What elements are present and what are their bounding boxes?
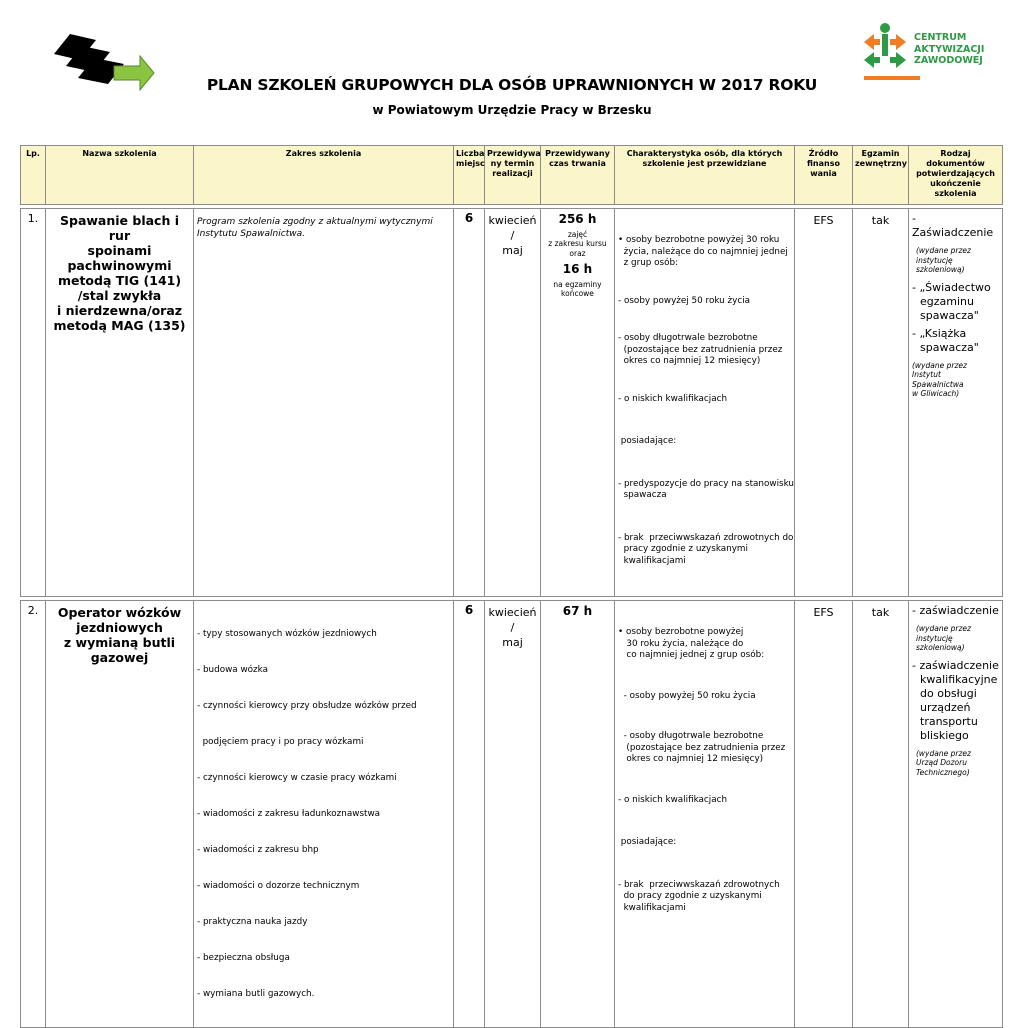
row-funding: EFS [795,209,853,597]
header-funding: Źródło finanso wania [795,146,853,205]
row-term [485,601,541,1028]
note-line: instytucję [916,255,953,265]
logo-line: CENTRUM [914,32,967,43]
char-block [618,627,791,662]
document-note [912,361,999,399]
name-line: /stal zwykła [77,288,162,303]
char-block [618,880,791,915]
scope-line: - typy stosowanych wózków jezdniowych [197,629,377,639]
char-line: kwalifikacjami [618,902,686,913]
char-line: co najmniej jednej z grup osób: [618,650,765,660]
scope-line: podjęciem pracy i po pracy wózkami [197,737,364,747]
scope-line: - wiadomości o dozorze technicznym [197,881,360,891]
char-line: z grup osób: [618,258,679,268]
char-block [618,235,791,270]
char-line: - predyspozycje do pracy na stanowisku [618,478,794,489]
logo-line: AKTYWIZACJI [914,43,985,55]
row-scope [194,601,454,1028]
char-line: - o niskich kwalifikacjach [618,794,728,805]
logo-text [914,32,984,67]
char-line: • osoby bezrobotne powyżej [618,627,744,637]
duration-note: z zakresu kursu [548,239,607,248]
note-line: (wydane przez [916,624,971,633]
row-funding: EFS [795,601,853,1028]
page-subtitle: w Powiatowym Urzędzie Pracy w Brzesku [372,103,652,117]
note-line: w Gliwicach) [912,389,960,398]
char-line: • osoby bezrobotne powyżej 30 roku [618,235,780,245]
name-line: metodą TIG (141) [57,273,182,288]
duration-main: 67 h [562,604,593,618]
char-block [618,333,791,368]
row-documents [909,209,1003,597]
char-line: - o niskich kwalifikacjach [618,393,728,404]
term-line: maj [502,244,523,257]
row-documents [909,601,1003,1028]
char-block [618,436,791,448]
term-line: kwiecień / [488,606,537,634]
scope-line: - czynności kierowcy w czasie pracy wózkami [197,773,397,783]
logo-line: ZAWODOWEJ [914,55,983,66]
char-block [618,837,791,849]
note-line: (wydane przez [912,360,967,370]
header-term: Przewidywa ny termin realizacji [485,146,541,205]
note-line: Technicznego) [916,767,970,777]
char-line: kwalifikacjami [618,555,686,566]
name-line: spoinami [87,243,152,258]
note-line: szkoleniową) [916,265,965,274]
name-line: gazowej [90,650,149,665]
table-header-row [21,146,1003,205]
duration-note: zajęć [567,229,588,239]
name-line: pachwinowymi [67,258,172,273]
document-note [916,624,999,653]
char-line: - brak przeciwwskazań zdrowotnych [618,879,780,890]
char-line: - osoby długotrwale bezrobotne [618,731,764,741]
char-block [618,394,791,406]
scope-line: - bezpieczna obsługa [197,953,290,963]
scope-line: - wymiana butli gazowych. [197,989,315,999]
char-line: posiadające: [618,436,677,446]
logo-arrows-icon [860,20,910,76]
scope-line: - wiadomości z zakresu ładunkoznawstwa [197,809,381,819]
name-line: Spawanie blach i rur [60,213,179,243]
char-line: okres co najmniej 12 miesięcy) [618,356,761,366]
note-line: szkoleniową) [916,643,965,652]
row-duration [541,601,615,1028]
name-line: z wymianą butli [63,635,176,650]
scope-line: Program szkolenia zgodny z aktualnymi wytycznymi [197,217,433,227]
row-name [46,601,194,1028]
char-line: do pracy zgodnie z uzyskanymi [618,891,762,901]
page-title: PLAN SZKOLEŃ GRUPOWYCH DLA OSÓB UPRAWNIONYCH W 2017 ROKU [206,76,818,94]
name-line: metodą MAG (135) [53,318,186,333]
scope-line: - wiadomości z zakresu bhp [197,845,319,855]
header-documents: Rodzaj dokumentów potwierdzających ukończenie szkolenia [909,146,1003,205]
header-places: Liczba miejsc [454,146,485,205]
header-name: Nazwa szkolenia [46,146,194,205]
term-line: maj [502,636,523,649]
row-characteristics [615,601,795,1028]
document-note [916,749,999,778]
row-term [485,209,541,597]
note-line: (wydane przez [916,246,971,255]
table-row [21,601,1003,1028]
note-line: instytucję [916,633,953,643]
header-exam: Egzamin zewnętrzny [853,146,909,205]
document-note [916,246,999,275]
note-line: (wydane przez [916,748,971,758]
char-line: (pozostające bez zatrudnienia przez [618,344,783,355]
header-lp: Lp. [21,146,46,205]
char-line: posiadające: [618,837,677,847]
row-duration [541,209,615,597]
char-block [618,691,791,703]
char-line: - brak przeciwwskazań zdrowotnych do [618,532,794,543]
note-line: Spawalnictwa [912,379,964,389]
char-line: 30 roku życia, należące do [618,638,744,649]
char-line: spawacza [618,490,667,500]
row-name [46,209,194,597]
term-line: kwiecień / [488,214,537,242]
note-line: Urząd Dozoru [916,758,967,767]
char-line: (pozostające bez zatrudnienia przez [618,742,786,753]
duration-note: na egzaminy [553,279,602,289]
row-places: 6 [454,601,485,1028]
row-places: 6 [454,209,485,597]
char-line: życia, należące do co najmniej jednej [618,246,788,257]
document-item: - „Książka spawacza" [912,326,979,354]
scope-line: - praktyczna nauka jazdy [197,917,308,927]
char-line: okres co najmniej 12 miesięcy) [618,754,764,764]
row-exam: tak [853,209,909,597]
char-block [618,478,794,502]
char-line: - osoby powyżej 50 roku życia [618,295,751,306]
char-block [618,532,794,568]
document-item: - „Świadectwo egzaminu spawacza" [912,280,991,322]
duration-note: oraz [569,248,586,258]
header-duration: Przewidywany czas trwania [541,146,615,205]
char-line: - osoby powyżej 50 roku życia [618,690,756,701]
note-line: Instytut [912,370,941,379]
char-block [618,731,791,766]
document-item: - zaświadczenie kwalifikacyjne do obsługi urządzeń transportu bliskiego [912,658,999,742]
scope-line: - budowa wózka [197,665,269,675]
table-row [21,209,1003,597]
char-block [618,296,791,308]
scope-line: Instytutu Spawalnictwa. [197,228,305,239]
duration-main: 256 h [558,212,597,226]
header-scope: Zakres szkolenia [194,146,454,205]
name-line: Operator wózków [57,605,182,620]
row-characteristics [615,209,795,597]
row-lp: 2. [21,601,46,1028]
document-item: - Zaświadczenie [912,212,994,239]
char-block [618,795,791,807]
name-line: i nierdzewna/oraz [56,303,183,318]
duration-note: końcowe [561,289,594,298]
row-lp: 1. [21,209,46,597]
name-line: jezdniowych [76,620,163,635]
centrum-aktywizacji-logo [860,20,990,82]
char-line: pracy zgodnie z uzyskanymi [618,544,748,554]
document-item: - zaświadczenie [912,604,999,617]
char-line: - osoby długotrwale bezrobotne [618,333,758,343]
training-plan-table [20,145,1003,1028]
duration-secondary: 16 h [562,262,593,276]
row-exam: tak [853,601,909,1028]
scope-line: - czynności kierowcy przy obsłudze wózków przed [197,701,417,711]
header-characteristics: Charakterystyka osób, dla których szkolenie jest przewidziane [615,146,795,205]
row-scope [194,209,454,597]
